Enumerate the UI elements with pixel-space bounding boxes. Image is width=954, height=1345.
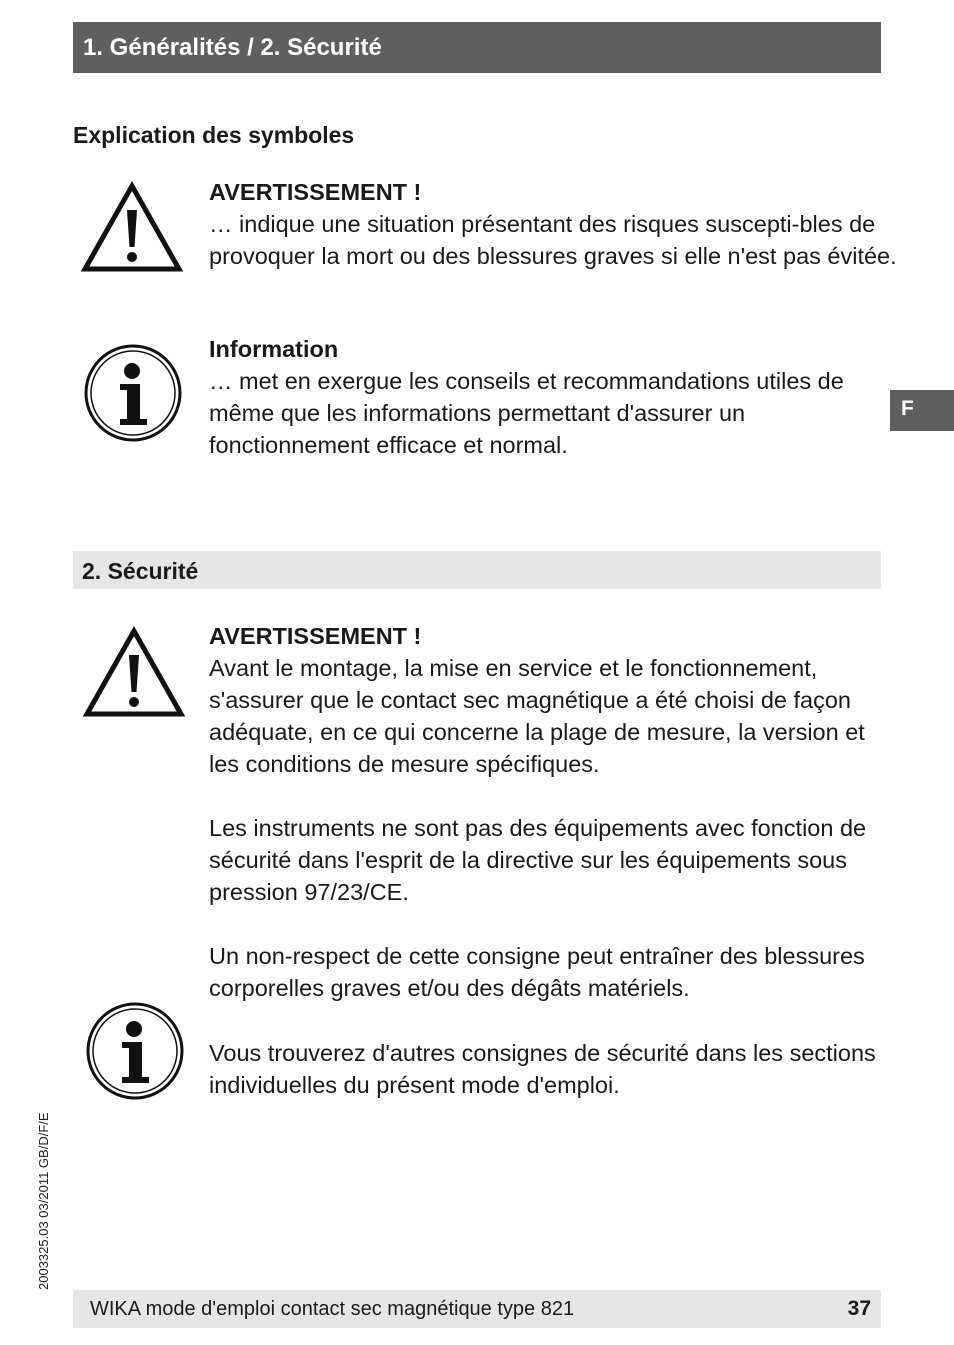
- page-footer: [73, 1290, 881, 1328]
- safety-text-block: [209, 940, 899, 1004]
- footer-text: WIKA mode d'emploi contact sec magnétique type 821: [90, 1297, 575, 1320]
- safety-warning-block: [209, 620, 899, 780]
- warning-triangle-icon: [82, 625, 186, 719]
- warning-triangle-icon: [80, 180, 184, 274]
- symbols-warning-block: [209, 176, 899, 272]
- page-number: 37: [847, 1297, 871, 1320]
- language-tab: F: [890, 390, 954, 431]
- document-code: 2003325.03 03/2011 GB/D/F/E: [36, 1112, 51, 1290]
- safety-text-block: [209, 1037, 899, 1101]
- safety-text-block: [209, 812, 899, 908]
- safety-section-heading: 2. Sécurité: [73, 551, 881, 589]
- warning-description: … indique une situation présentant des risques suscepti-bles de provoquer la mort ou des blessures graves si elle n'est pas évitée.: [209, 211, 897, 269]
- symbols-heading: Explication des symboles: [73, 122, 355, 148]
- safety-warning-title: AVERTISSEMENT !: [209, 623, 422, 649]
- warning-title: AVERTISSEMENT !: [209, 179, 422, 205]
- page-header: 1. Généralités / 2. Sécurité: [73, 22, 881, 73]
- safety-paragraph: Vous trouverez d'autres consignes de sécurité dans les sections individuelles du présent mode d'emploi.: [209, 1040, 876, 1098]
- safety-paragraph: Avant le montage, la mise en service et le fonctionnement, s'assurer que le contact sec magnétique a été choisi de façon adéquate, en ce qui concerne la plage de mesure, la version et les conditions de mesure spécifiques.: [209, 655, 865, 777]
- symbols-information-block: [209, 333, 899, 461]
- safety-paragraph: Un non-respect de cette consigne peut entraîner des blessures corporelles graves et/ou des dégâts matériels.: [209, 943, 865, 1001]
- information-icon: [82, 343, 185, 443]
- information-icon: [84, 1001, 187, 1101]
- information-description: … met en exergue les conseils et recommandations utiles de même que les informations permettant d'assurer un fonctionnement efficace et normal.: [209, 368, 844, 458]
- safety-paragraph: Les instruments ne sont pas des équipements avec fonction de sécurité dans l'esprit de la directive sur les équipements sous pression 97/23/CE.: [209, 815, 867, 905]
- information-title: Information: [209, 336, 339, 362]
